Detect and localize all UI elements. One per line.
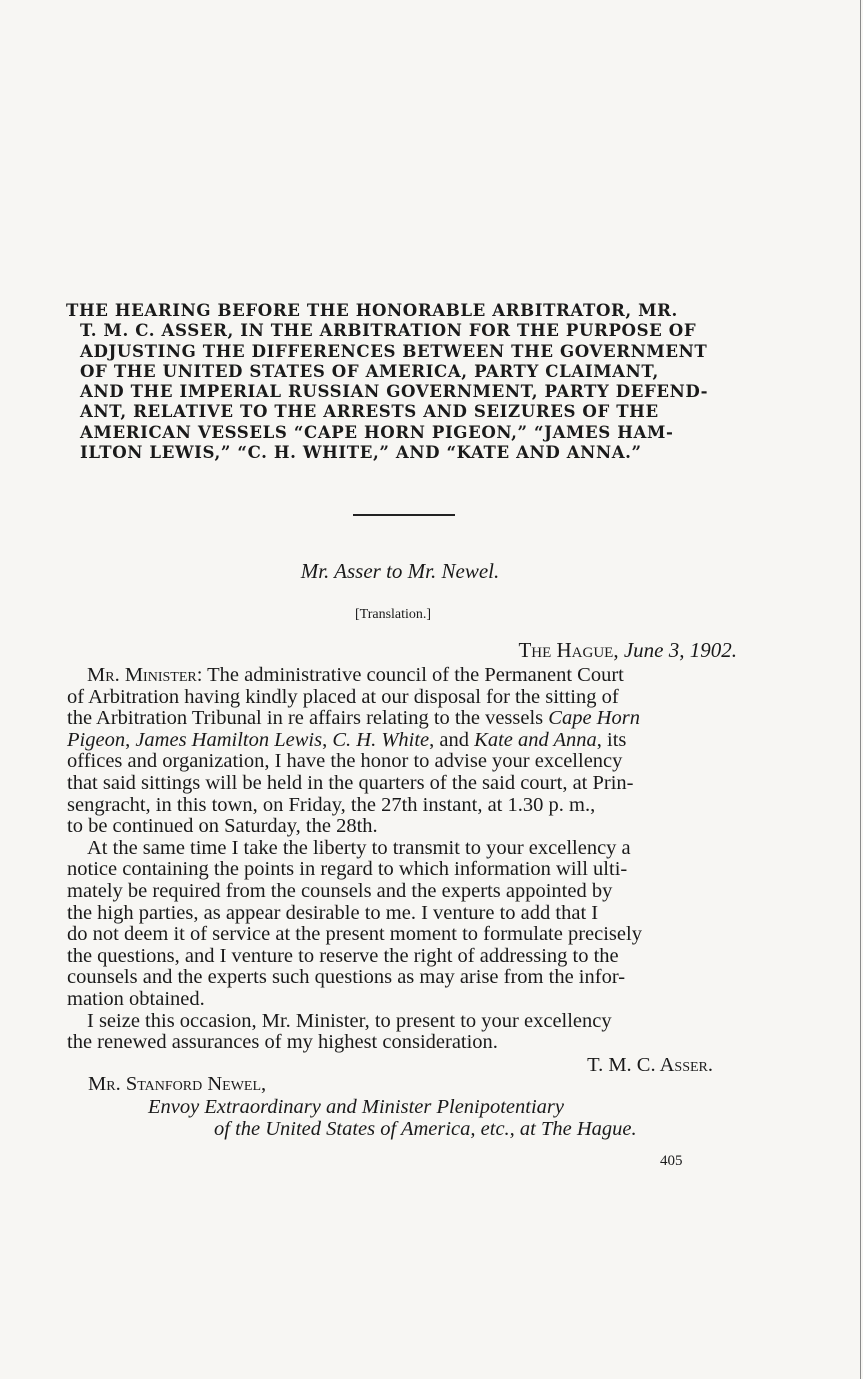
page-number: 405 [660,1153,683,1169]
signature: T. M. C. Asser. [587,1054,713,1076]
page-edge-line [860,0,861,1379]
heading-line: OF THE UNITED STATES OF AMERICA, PARTY CLAIMANT, [80,360,659,381]
section-divider [353,514,455,516]
separator: , [322,728,333,751]
addressee-title: Envoy Extraordinary and Minister Plenipotentiary [148,1096,564,1118]
body-line-text: the Arbitration Tribunal in re affairs relating to the vessels [67,707,544,730]
dateline-date: June 3, 1902. [623,638,737,662]
body-line: of Arbitration having kindly placed at our disposal for the sitting of [67,685,619,708]
separator: , its [596,728,627,751]
heading-line: T. M. C. ASSER, IN THE ARBITRATION FOR THE PURPOSE OF [80,320,697,341]
opening-salutation: Mr. Minister: [87,664,203,686]
body-line: offices and organization, I have the honor to advise your excellency [67,750,623,773]
body-line: to be continued on Saturday, the 28th. [67,815,378,838]
dateline-place: The Hague, [518,638,619,662]
body-line: mately be required from the counsels and the experts appointed by [67,879,613,902]
addressee-title: of the United States of America, etc., at The Hague. [214,1118,637,1140]
body-line: do not deem it of service at the present moment to formulate precisely [67,923,642,946]
heading-line: ADJUSTING THE DIFFERENCES BETWEEN THE GOVERNMENT [80,340,708,361]
vessel-name: Kate and Anna [474,728,597,751]
vessel-name: Pigeon [67,728,126,751]
letter-heading: Mr. Asser to Mr. Newel. [300,559,500,583]
heading-line: THE HEARING BEFORE THE HONORABLE ARBITRATOR, MR. [66,300,678,320]
body-line: At the same time I take the liberty to transmit to your excellency a [87,836,631,859]
body-line [67,708,740,730]
separator: , and [429,728,475,751]
body-line: counsels and the experts such questions as may arise from the infor- [67,966,626,989]
vessel-name: C. H. White [332,728,430,751]
body-line: notice containing the points in regard to which information will ulti- [67,858,628,881]
body-line: sengracht, in this town, on Friday, the 27th instant, at 1.30 p. m., [67,793,596,816]
heading-line: ILTON LEWIS,” “C. H. WHITE,” AND “KATE AND ANNA.” [80,442,642,463]
vessel-name: James Hamilton Lewis [135,728,323,751]
body-line: I seize this occasion, Mr. Minister, to present to your excellency [87,1009,612,1032]
separator: , [125,728,136,751]
letter-body [67,665,740,1054]
document-heading [66,300,746,462]
body-line [67,665,740,687]
heading-line: AND THE IMPERIAL RUSSIAN GOVERNMENT, PARTY DEFEND- [80,381,709,402]
body-line: the questions, and I venture to reserve the right of addressing to the [67,944,619,967]
heading-line: AMERICAN VESSELS “CAPE HORN PIGEON,” “JAMES HAM- [80,421,674,442]
vessel-name: Cape Horn [548,707,640,730]
body-line: the renewed assurances of my highest consideration. [67,1031,498,1054]
heading-line: ANT, RELATIVE TO THE ARRESTS AND SEIZURES OF THE [80,401,659,422]
body-line: that said sittings will be held in the quarters of the said court, at Prin- [67,771,634,794]
body-line-text: The administrative council of the Permanent Court [202,664,624,686]
dateline [518,638,737,663]
body-line: the high parties, as appear desirable to me. I venture to add that I [67,901,599,924]
body-line [67,730,740,752]
body-line: mation obtained. [67,987,205,1010]
addressee: Mr. Stanford Newel, [88,1073,267,1095]
translation-note: [Translation.] [355,607,432,622]
